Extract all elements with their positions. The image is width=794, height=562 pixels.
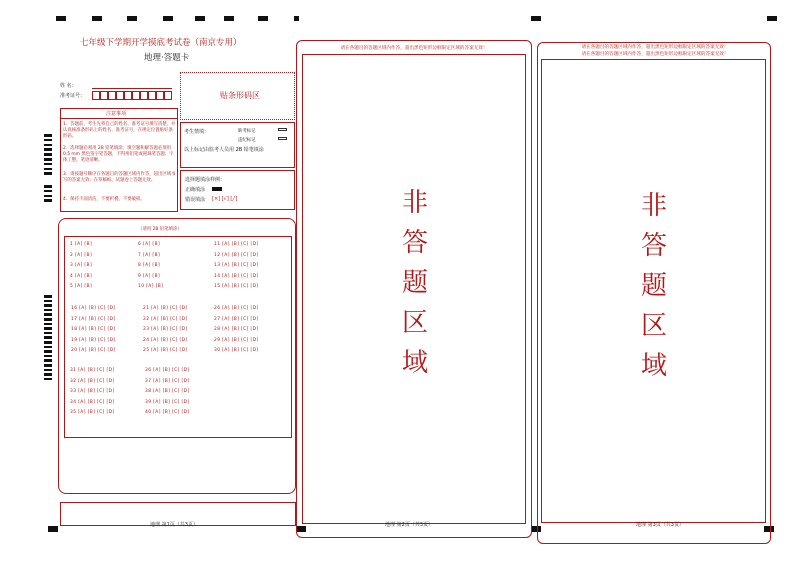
timing-mark [44, 341, 52, 344]
choice-row[interactable]: 2 [A] [B] [70, 252, 93, 258]
choice-row[interactable]: 25 [A] [B] [C] [D] [143, 348, 188, 353]
non-answer-char: 非 [402, 188, 429, 218]
missing-checkbox[interactable] [278, 128, 287, 131]
correct-fill-mark [212, 187, 222, 191]
non-answer-char: 区 [641, 311, 668, 341]
timing-mark [44, 364, 52, 367]
registration-mark [48, 526, 58, 532]
choice-row[interactable]: 13 [A] [B] [C] [D] [214, 263, 259, 268]
choice-row[interactable]: 35 [A] [B] [C] [D] [70, 410, 115, 415]
registration-mark [294, 16, 299, 21]
choice-row[interactable]: 33 [A] [B] [C] [D] [70, 389, 115, 394]
timing-mark [44, 148, 52, 151]
panel2-warning: 请在各题目的答题区域内作答，超出黑色矩形边框限定区域的答案无效！ [340, 46, 488, 51]
choice-row[interactable]: 19 [A] [B] [C] [D] [71, 337, 116, 343]
choice-row[interactable]: 36 [A] [B] [C] [D] [145, 368, 190, 373]
registration-mark [767, 16, 777, 21]
timing-mark [44, 190, 52, 193]
choice-row[interactable]: 15 [A] [B] [C] [D] [214, 284, 259, 289]
timing-mark [44, 346, 52, 349]
choice-row[interactable]: 7 [A] [B] [138, 252, 161, 258]
timing-mark [44, 378, 52, 381]
barcode-label: 贴条形码区 [220, 91, 260, 100]
choice-row[interactable]: 30 [A] [B] [C] [D] [214, 348, 259, 353]
registration-mark [195, 16, 205, 21]
registration-mark [92, 16, 102, 21]
page2-footer: 地理 第2页（共3页） [385, 522, 433, 528]
timing-mark [44, 323, 52, 326]
choice-row[interactable]: 29 [A] [B] [C] [D] [214, 337, 259, 343]
timing-mark [44, 318, 52, 321]
choice-row[interactable]: 40 [A] [B] [C] [D] [145, 410, 190, 415]
choice-row[interactable]: 31 [A] [B] [C] [D] [70, 368, 115, 373]
non-answer-char: 答 [402, 228, 429, 258]
choice-row[interactable]: 38 [A] [B] [C] [D] [145, 389, 190, 394]
timing-mark [44, 350, 52, 353]
timing-mark [44, 309, 52, 312]
choice-header: （请用 2B 铅笔填涂） [138, 227, 182, 232]
choice-row[interactable]: 23 [A] [B] [C] [D] [143, 327, 188, 332]
fill-example-title: 选择题填涂样例： [185, 177, 226, 183]
ticket-label: 准考证号： [60, 93, 86, 99]
choice-row[interactable]: 14 [A] [B] [C] [D] [214, 273, 259, 279]
choice-row[interactable]: 21 [A] [B] [C] [D] [143, 306, 188, 311]
timing-mark [44, 158, 52, 161]
choice-row[interactable]: 22 [A] [B] [C] [D] [143, 316, 188, 322]
timing-mark [44, 163, 52, 166]
choice-row[interactable]: 18 [A] [B] [C] [D] [71, 327, 116, 332]
choice-row[interactable]: 5 [A] [B] [70, 284, 93, 289]
non-answer-char: 域 [641, 351, 668, 381]
timing-mark [44, 199, 52, 202]
choice-row[interactable]: 1 [A] [B] [70, 242, 93, 247]
timing-mark [44, 295, 52, 298]
choice-row[interactable]: 9 [A] [B] [138, 273, 161, 279]
page-subtitle: 地理·答题卡 [144, 53, 190, 63]
timing-mark [44, 332, 52, 335]
registration-mark [258, 16, 268, 21]
note-item-1: 1．答题前，考生先将自己的姓名、准考证号填写清楚，并认真核准条形码上的姓名、准考证号，在规定位置贴好条形码。 [63, 122, 176, 140]
choice-row[interactable]: 34 [A] [B] [C] [D] [70, 399, 115, 405]
timing-mark [44, 304, 52, 307]
panel3-warning-2: 请在各题目的答题区域内作答，超出黑色矩形边框限定区域的答案无效！ [581, 52, 729, 57]
timing-mark [44, 168, 52, 171]
timing-mark [44, 300, 52, 303]
non-answer-char: 答 [641, 231, 668, 261]
choice-row[interactable]: 24 [A] [B] [C] [D] [143, 337, 188, 343]
timing-mark [44, 373, 52, 376]
choice-row[interactable]: 27 [A] [B] [C] [D] [214, 316, 259, 322]
choice-row[interactable]: 16 [A] [B] [C] [D] [71, 306, 116, 311]
registration-mark [56, 16, 66, 21]
timing-mark [44, 355, 52, 358]
timing-mark [44, 134, 52, 137]
timing-mark [44, 185, 52, 188]
choice-row[interactable]: 37 [A] [B] [C] [D] [145, 378, 190, 384]
non-answer-char: 题 [641, 271, 668, 301]
missing-label: 缺考标记 [238, 129, 256, 134]
note-item-4: 4．保持卡面清洁，不要折叠、不要破损。 [63, 197, 145, 202]
choice-row[interactable]: 39 [A] [B] [C] [D] [145, 399, 190, 405]
timing-mark [44, 139, 52, 142]
choice-row[interactable]: 11 [A] [B] [C] [D] [214, 242, 259, 247]
note-item-3: 3．请按题号顺序在各题目的答题区域内作答，超出区域书写的答案无效；在草稿纸、试题卷上答题无效。 [63, 172, 176, 184]
choice-row[interactable]: 20 [A] [B] [C] [D] [71, 348, 116, 353]
timing-mark [44, 336, 52, 339]
choice-row[interactable]: 6 [A] [B] [138, 242, 161, 247]
notes-title: 注意事项 [106, 111, 127, 117]
timing-mark [44, 144, 52, 147]
choice-row[interactable]: 17 [A] [B] [C] [D] [71, 316, 116, 322]
absent-note: 以上标记由监考人员用 2B 铅笔填涂 [184, 147, 264, 153]
choice-row[interactable]: 28 [A] [B] [C] [D] [214, 327, 259, 332]
timing-mark [44, 172, 52, 175]
correct-fill-label: 正确填涂 [185, 187, 206, 193]
choice-row[interactable]: 32 [A] [B] [C] [D] [70, 378, 115, 384]
timing-mark [44, 369, 52, 372]
registration-mark [163, 16, 173, 21]
name-label: 姓 名： [60, 83, 77, 89]
wrong-fill-label: 错误填涂 [185, 197, 206, 203]
page3-footer: 地理 第3页（共3页） [636, 522, 684, 528]
timing-mark [44, 327, 52, 330]
violation-checkbox[interactable] [278, 137, 287, 140]
page-title: 七年级下学期开学摸底考试卷（南京专用） [80, 38, 242, 48]
non-answer-char: 非 [641, 191, 668, 221]
non-answer-char: 区 [402, 308, 429, 338]
timing-mark [44, 313, 52, 316]
wrong-fill-marks: [×] [√] [╱] [212, 196, 238, 202]
choice-row[interactable]: 26 [A] [B] [C] [D] [214, 306, 259, 311]
name-field[interactable] [92, 88, 172, 89]
non-answer-char: 域 [402, 348, 429, 378]
non-answer-char: 题 [402, 268, 429, 298]
choice-row[interactable]: 10 [A] [B] [138, 284, 164, 289]
choice-row[interactable]: 8 [A] [B] [138, 263, 161, 268]
registration-mark [531, 16, 541, 21]
choice-row[interactable]: 12 [A] [B] [C] [D] [214, 252, 259, 258]
absent-label: 考生禁填： [184, 129, 210, 135]
ticket-number-boxes[interactable] [92, 91, 180, 100]
panel3-warning-1: 请在各题目的答题区域内作答，超出黑色矩形边框限定区域的答案无效！ [581, 45, 729, 50]
page1-footer: 地理 第1页（共3页） [150, 522, 198, 528]
registration-mark [224, 16, 234, 21]
choice-row[interactable]: 3 [A] [B] [70, 263, 93, 268]
timing-mark [44, 195, 52, 198]
timing-mark [44, 359, 52, 362]
registration-mark [127, 16, 137, 21]
choice-row[interactable]: 4 [A] [B] [70, 273, 93, 279]
note-item-2: 2．选择题必须用 2B 铅笔填涂；填空题和解答题必须用 0.5 mm 黑色签字笔答题，不得用铅笔或圆珠笔答题；字体工整、笔迹清晰。 [63, 146, 174, 164]
timing-mark [44, 153, 52, 156]
violation-label: 违纪标记 [238, 138, 256, 143]
